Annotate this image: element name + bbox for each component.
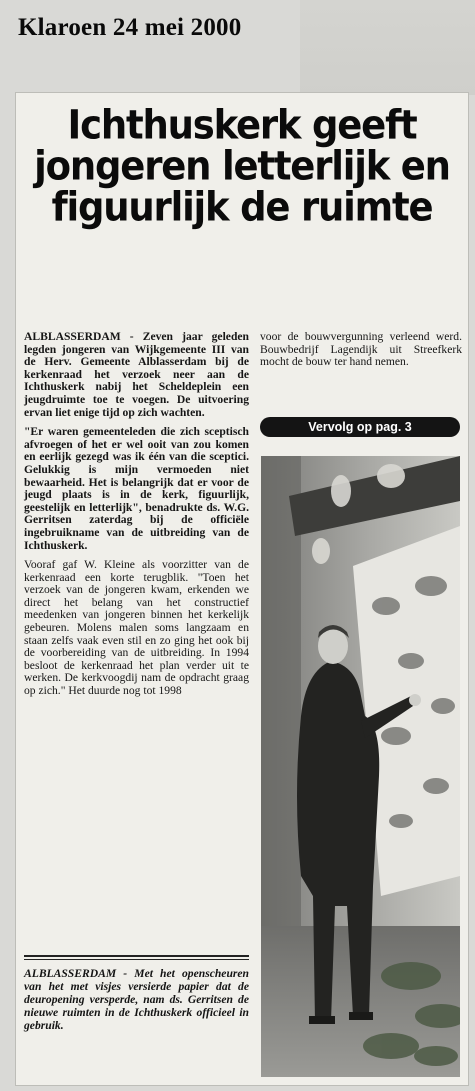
article-photo — [261, 456, 460, 1077]
newspaper-clipping — [16, 93, 468, 1085]
article-continued-text: voor de bouwvergunning verleend werd. Bouwbedrijf Lagendijk uit Streefkerk mocht de bouw ter hand nemen. — [260, 330, 462, 369]
article-column-left — [24, 331, 249, 705]
adjacent-page-bleed — [300, 0, 475, 95]
article-quote-paragraph: "Er waren gemeenteleden die zich sceptisch afvroegen of het er wel ooit van zou komen en eerlijk gezegd was ik één van die sceptici. Gelukkig is mijn vermoeden niet bewaarheid. Het is belangrijk dat er voor de jeugd plaats is in de kerk, figuurlijk, geestelijk en letterlijk", benadrukte ds. W.G. Gerritsen zaterdag bij de officiële ingebruikname van de uitbreiding van de Ichthuskerk. — [24, 425, 249, 552]
article-lead-paragraph: ALBLASSERDAM - Zeven jaar geleden legden jongeren van Wijkgemeente III van de Herv. Gemeente Alblasserdam bij de kerkenraad het verzoek neer aan de Ichthuskerk nabij het Scheldeplein een jeugdruimte toe te voegen. De uitvoering ervan liet enige tijd op zich wachten. — [24, 330, 249, 419]
caption-divider — [24, 955, 249, 957]
photo-minister-opening-door — [261, 456, 460, 1077]
continuation-badge: Vervolg op pag. 3 — [260, 417, 460, 437]
article-column-right — [260, 331, 462, 376]
page-title: Klaroen 24 mei 2000 — [18, 14, 242, 41]
article-body-paragraph: Vooraf gaf W. Kleine als voorzitter van de kerkenraad een korte terugblik. "Toen het verzoek van de jongeren kwam, erkenden we direct het belang van het constructief meedenken van jongeren binnen het kerkelijk gebeuren. Molens malen soms langzaam en staan zelfs vaak even stil en zo ging het ook bij de voorbereiding van de uitbreiding. In 1994 besloot de kerkenraad het plan verder uit te werken. De kerkvoogdij nam de opdracht graag op zich." Het duurde nog tot 1998 — [24, 558, 249, 698]
caption-divider-thin — [24, 959, 249, 960]
article-headline: Ichthuskerk geeft jongeren letterlijk en figuurlijk de ruimte — [34, 101, 450, 231]
photo-caption: ALBLASSERDAM - Met het openscheuren van het met visjes versierde papier dat de deuropening versperde, nam ds. Gerritsen de nieuwe ruimten in de Ichthuskerk officieel in gebruik. — [24, 967, 249, 1032]
